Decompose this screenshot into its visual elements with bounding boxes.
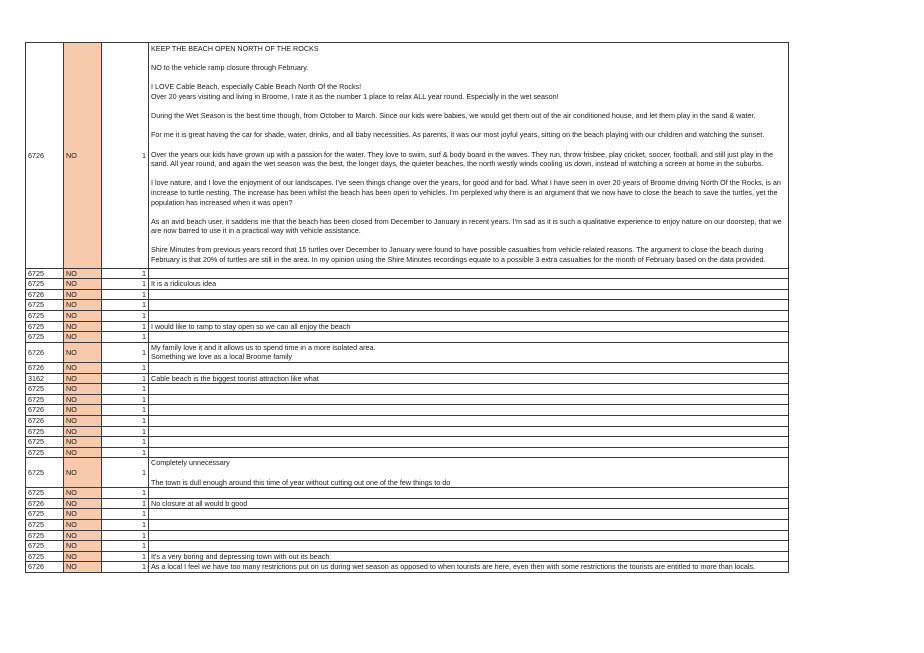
postcode-cell[interactable]: 6725 bbox=[26, 509, 64, 520]
comment-cell[interactable] bbox=[149, 289, 789, 300]
count-cell[interactable]: 1 bbox=[102, 321, 149, 332]
table-row bbox=[26, 394, 789, 405]
table-row bbox=[26, 268, 789, 279]
comment-line: Over the years our kids have grown up with a passion for the water. They love to swim, surf & body board in the waves. They run, throw frisbee, play cricket, soccer, football, and still just play in the sand. All year round, and again the wet season was the best, the longer days, the quieter beaches, the north westly winds cooling us down, instead of watching a screen at home in the suburbs. bbox=[151, 149, 774, 169]
table-row bbox=[26, 519, 789, 530]
comment-line: For me it is great having the car for shade, water, drinks, and all baby necessities. As parents, it was our most joyful years, sitting on the beach playing with our children and watching the sunset. bbox=[151, 130, 765, 140]
postcode-cell[interactable]: 6726 bbox=[26, 562, 64, 573]
comment-cell[interactable] bbox=[149, 415, 789, 426]
postcode-cell[interactable]: 6725 bbox=[26, 458, 64, 488]
answer-cell[interactable]: NO bbox=[64, 530, 102, 541]
comment-cell[interactable] bbox=[149, 321, 789, 332]
answer-cell[interactable]: NO bbox=[64, 488, 102, 499]
table-row bbox=[26, 458, 789, 488]
comment-cell[interactable] bbox=[149, 363, 789, 374]
comment-line: My family love it and it allows us to spend time in a more isolated area. bbox=[151, 342, 376, 352]
count-cell[interactable]: 1 bbox=[102, 519, 149, 530]
postcode-cell[interactable]: 6725 bbox=[26, 384, 64, 395]
postcode-cell[interactable]: 6725 bbox=[26, 447, 64, 458]
comment-line: It's a very boring and depressing town with out its beach bbox=[151, 551, 330, 561]
comment-paragraph bbox=[151, 111, 786, 121]
comment-line: As an avid beach user, it saddens me that the beach has been closed from December to January in recent years. I'm sad as it is such a qualitative experience to enjoy nature on our doorstep, that we are now barred to use it in a practical way with vehicle assistance. bbox=[151, 216, 782, 236]
table-row bbox=[26, 426, 789, 437]
comment-cell[interactable] bbox=[149, 373, 789, 384]
count-cell[interactable]: 1 bbox=[102, 363, 149, 374]
postcode-cell[interactable]: 6725 bbox=[26, 394, 64, 405]
table-row bbox=[26, 509, 789, 520]
answer-cell[interactable]: NO bbox=[64, 562, 102, 573]
comment-paragraph bbox=[151, 150, 786, 169]
comment-cell[interactable] bbox=[149, 311, 789, 322]
comment-cell[interactable] bbox=[149, 551, 789, 562]
count-cell[interactable]: 1 bbox=[102, 541, 149, 552]
count-cell[interactable]: 1 bbox=[102, 415, 149, 426]
count-cell[interactable]: 1 bbox=[102, 426, 149, 437]
table-row bbox=[26, 415, 789, 426]
count-cell[interactable]: 1 bbox=[102, 488, 149, 499]
postcode-cell[interactable]: 6725 bbox=[26, 311, 64, 322]
comment-cell[interactable] bbox=[149, 268, 789, 279]
answer-cell[interactable]: NO bbox=[64, 405, 102, 416]
table-row bbox=[26, 405, 789, 416]
comment-paragraph bbox=[151, 63, 786, 73]
comment-paragraph bbox=[151, 245, 786, 264]
comment-paragraph bbox=[151, 82, 786, 101]
table-row bbox=[26, 332, 789, 343]
comment-line: I love nature, and I love the enjoyment of our landscapes. I've seen things change over the years, for good and for bad. What I have seen in over 20 years of Broome driving North Of the Rocks, is an increase to turtle nesting. The increase has been whilst the beach has been open to vehicles. I'm perplexed why there is an argument that we now have to close the beach to save the turtles, yet the population has increased when it was open? bbox=[151, 178, 781, 207]
answer-cell[interactable]: NO bbox=[64, 279, 102, 290]
answer-cell[interactable]: NO bbox=[64, 437, 102, 448]
comment-cell[interactable] bbox=[149, 437, 789, 448]
table-row bbox=[26, 498, 789, 509]
comment-line: NO to the vehicle ramp closure through February. bbox=[151, 63, 309, 73]
comment-cell[interactable] bbox=[149, 394, 789, 405]
answer-cell[interactable]: NO bbox=[64, 311, 102, 322]
comment-line: Completely unnecessary bbox=[151, 458, 230, 468]
count-cell[interactable]: 1 bbox=[102, 530, 149, 541]
answer-cell[interactable]: NO bbox=[64, 541, 102, 552]
count-cell[interactable]: 1 bbox=[102, 373, 149, 384]
table-row bbox=[26, 321, 789, 332]
table-row bbox=[26, 342, 789, 362]
comment-line: I LOVE Cable Beach, especially Cable Beach North Of the Rocks! bbox=[151, 82, 362, 92]
table-row bbox=[26, 530, 789, 541]
postcode-cell[interactable]: 6725 bbox=[26, 279, 64, 290]
answer-cell[interactable]: NO bbox=[64, 394, 102, 405]
comment-cell[interactable] bbox=[149, 509, 789, 520]
count-cell[interactable]: 1 bbox=[102, 332, 149, 343]
answer-cell[interactable]: NO bbox=[64, 300, 102, 311]
postcode-cell[interactable]: 6725 bbox=[26, 541, 64, 552]
comment-line: Over 20 years visiting and living in Broome, I rate it as the number 1 place to relax ALL year round. Especially in the wet season! bbox=[151, 91, 559, 101]
comment-cell[interactable] bbox=[149, 342, 789, 362]
table-row bbox=[26, 279, 789, 290]
response-table-body bbox=[26, 43, 789, 573]
count-cell[interactable]: 1 bbox=[102, 279, 149, 290]
count-cell[interactable]: 1 bbox=[102, 551, 149, 562]
comment-paragraph bbox=[151, 130, 786, 140]
postcode-cell[interactable]: 6726 bbox=[26, 342, 64, 362]
table-row bbox=[26, 562, 789, 573]
postcode-cell[interactable]: 6726 bbox=[26, 289, 64, 300]
comment-line bbox=[151, 468, 786, 478]
answer-cell[interactable]: NO bbox=[64, 363, 102, 374]
answer-cell[interactable]: NO bbox=[64, 342, 102, 362]
comment-line: Something we love as a local Broome family bbox=[151, 352, 293, 362]
postcode-cell[interactable]: 6725 bbox=[26, 321, 64, 332]
comment-line: It is a ridiculous idea bbox=[151, 279, 217, 289]
answer-cell[interactable]: NO bbox=[64, 43, 102, 269]
answer-cell[interactable]: NO bbox=[64, 551, 102, 562]
count-cell[interactable]: 1 bbox=[102, 311, 149, 322]
comment-cell[interactable] bbox=[149, 498, 789, 509]
postcode-cell[interactable]: 6726 bbox=[26, 43, 64, 269]
postcode-cell[interactable]: 6725 bbox=[26, 437, 64, 448]
comment-line: The town is dull enough around this time of year without cutting out one of the few things to do bbox=[151, 477, 451, 487]
postcode-cell[interactable]: 6725 bbox=[26, 426, 64, 437]
table-row bbox=[26, 43, 789, 269]
count-cell[interactable]: 1 bbox=[102, 43, 149, 269]
answer-cell[interactable]: NO bbox=[64, 268, 102, 279]
comment-cell[interactable] bbox=[149, 332, 789, 343]
answer-cell[interactable]: NO bbox=[64, 426, 102, 437]
count-cell[interactable]: 1 bbox=[102, 289, 149, 300]
comment-line: As a local I feel we have too many restrictions put on us during wet season as opposed to when tourists are here, even then with some restrictions the tourists are entitled to more than locals. bbox=[151, 562, 756, 572]
postcode-cell[interactable]: 6725 bbox=[26, 268, 64, 279]
comment-paragraph bbox=[151, 217, 786, 236]
answer-cell[interactable]: NO bbox=[64, 458, 102, 488]
count-cell[interactable]: 1 bbox=[102, 562, 149, 573]
count-cell[interactable]: 1 bbox=[102, 394, 149, 405]
table-row bbox=[26, 541, 789, 552]
postcode-cell[interactable]: 6725 bbox=[26, 332, 64, 343]
table-row bbox=[26, 447, 789, 458]
postcode-cell[interactable]: 6725 bbox=[26, 519, 64, 530]
comment-cell[interactable] bbox=[149, 488, 789, 499]
response-table bbox=[25, 42, 789, 573]
answer-cell[interactable]: NO bbox=[64, 498, 102, 509]
count-cell[interactable]: 1 bbox=[102, 268, 149, 279]
table-row bbox=[26, 363, 789, 374]
answer-cell[interactable]: NO bbox=[64, 384, 102, 395]
comment-cell[interactable] bbox=[149, 447, 789, 458]
spreadsheet bbox=[25, 42, 789, 573]
comment-paragraph bbox=[151, 44, 786, 54]
comment-cell[interactable] bbox=[149, 562, 789, 573]
postcode-cell[interactable]: 6725 bbox=[26, 488, 64, 499]
count-cell[interactable]: 1 bbox=[102, 300, 149, 311]
count-cell[interactable]: 1 bbox=[102, 447, 149, 458]
answer-cell[interactable]: NO bbox=[64, 289, 102, 300]
comment-line: I would like to ramp to stay open so we can all enjoy the beach bbox=[151, 321, 351, 331]
table-row bbox=[26, 373, 789, 384]
answer-cell[interactable]: NO bbox=[64, 332, 102, 343]
postcode-cell[interactable]: 6726 bbox=[26, 498, 64, 509]
answer-cell[interactable]: NO bbox=[64, 415, 102, 426]
comment-cell[interactable] bbox=[149, 43, 789, 269]
postcode-cell[interactable]: 6726 bbox=[26, 415, 64, 426]
comment-line: Shire Minutes from previous years record that 15 turtles over December to January were found to have possible casualties from vehicle related reasons. The argument to close the beach during February is that 20% of turtles are still in the area. In my opinion using the Shire Minutes recordings equate to a possible 3 extra casualties for the month of February based on the data provided. bbox=[151, 245, 766, 265]
comment-cell[interactable] bbox=[149, 405, 789, 416]
comment-cell[interactable] bbox=[149, 541, 789, 552]
comment-cell[interactable] bbox=[149, 426, 789, 437]
comment-line: KEEP THE BEACH OPEN NORTH OF THE ROCKS bbox=[151, 44, 319, 53]
count-cell[interactable]: 1 bbox=[102, 509, 149, 520]
comment-paragraph bbox=[151, 178, 786, 207]
comment-line: No closure at all would b good bbox=[151, 498, 248, 508]
table-row bbox=[26, 311, 789, 322]
comment-cell[interactable] bbox=[149, 530, 789, 541]
count-cell[interactable]: 1 bbox=[102, 498, 149, 509]
postcode-cell[interactable]: 6725 bbox=[26, 300, 64, 311]
comment-cell[interactable] bbox=[149, 279, 789, 290]
comment-cell[interactable] bbox=[149, 384, 789, 395]
answer-cell[interactable]: NO bbox=[64, 509, 102, 520]
count-cell[interactable]: 1 bbox=[102, 405, 149, 416]
comment-line: During the Wet Season is the best time though, from October to March. Since our kids were babies, we would get them out of the air conditioned house, and let them play in the sand & water. bbox=[151, 111, 756, 121]
table-row bbox=[26, 488, 789, 499]
answer-cell[interactable]: NO bbox=[64, 373, 102, 384]
table-row bbox=[26, 384, 789, 395]
comment-cell[interactable] bbox=[149, 458, 789, 488]
comment-cell[interactable] bbox=[149, 300, 789, 311]
count-cell[interactable]: 1 bbox=[102, 458, 149, 488]
table-row bbox=[26, 437, 789, 448]
postcode-cell[interactable]: 6725 bbox=[26, 530, 64, 541]
table-row bbox=[26, 289, 789, 300]
postcode-cell[interactable]: 6725 bbox=[26, 551, 64, 562]
comment-cell[interactable] bbox=[149, 519, 789, 530]
postcode-cell[interactable]: 6726 bbox=[26, 363, 64, 374]
count-cell[interactable]: 1 bbox=[102, 437, 149, 448]
answer-cell[interactable]: NO bbox=[64, 447, 102, 458]
count-cell[interactable]: 1 bbox=[102, 342, 149, 362]
table-row bbox=[26, 300, 789, 311]
postcode-cell[interactable]: 3162 bbox=[26, 373, 64, 384]
table-row bbox=[26, 551, 789, 562]
postcode-cell[interactable]: 6726 bbox=[26, 405, 64, 416]
answer-cell[interactable]: NO bbox=[64, 519, 102, 530]
answer-cell[interactable]: NO bbox=[64, 321, 102, 332]
count-cell[interactable]: 1 bbox=[102, 384, 149, 395]
comment-line: Cable beach is the biggest tourist attraction like what bbox=[151, 373, 319, 383]
